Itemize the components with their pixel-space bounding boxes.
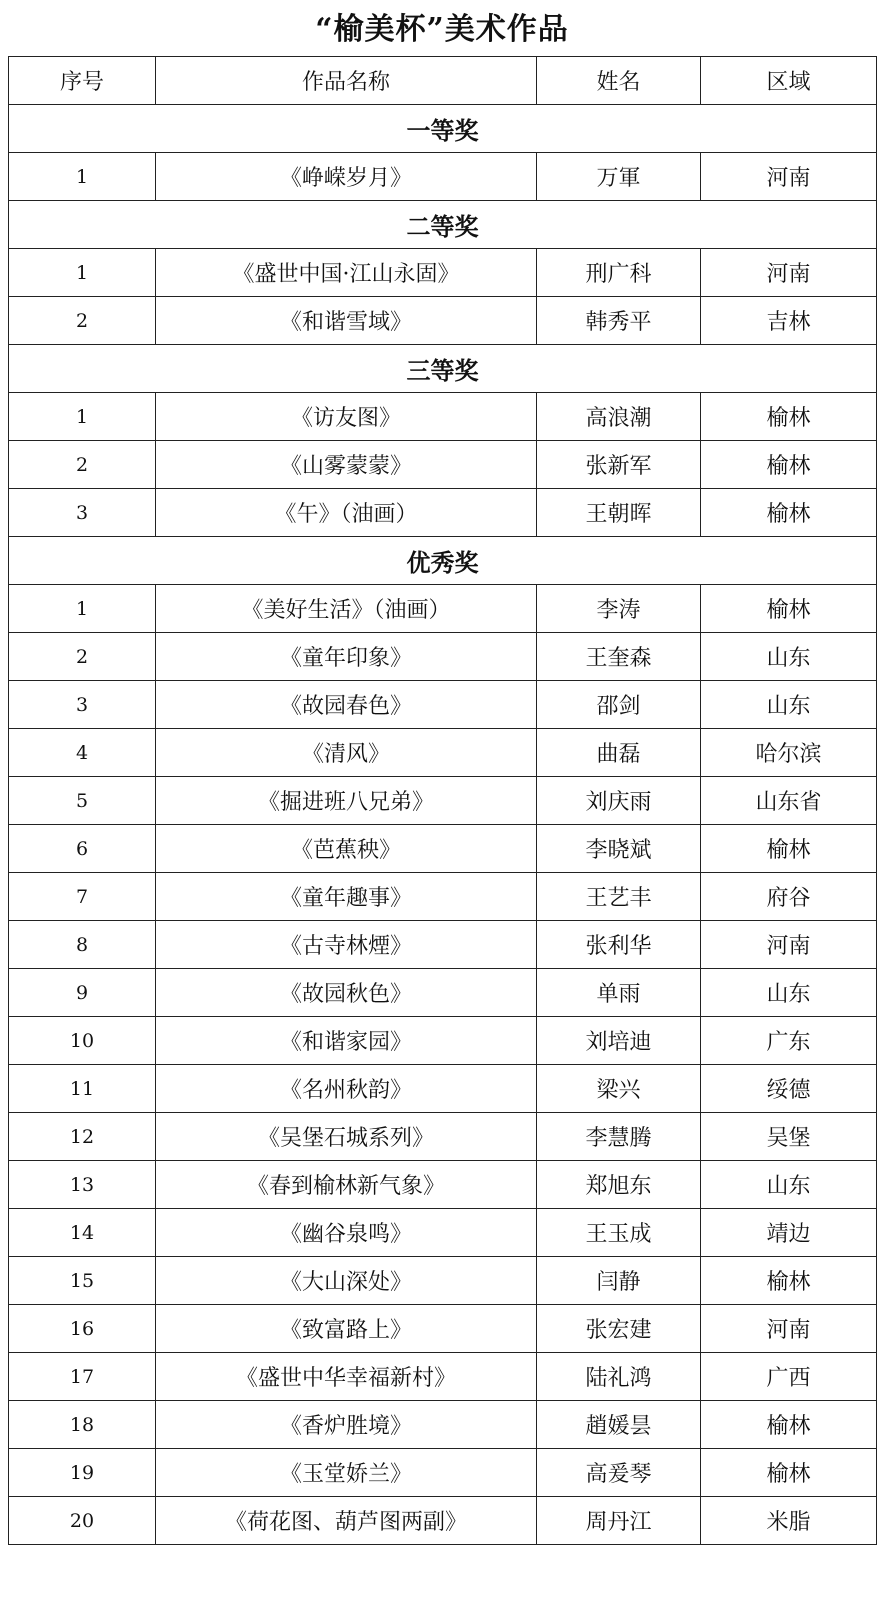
table-row (9, 1305, 877, 1353)
table-row (9, 1401, 877, 1449)
cell-index: 11 (9, 1065, 156, 1113)
cell-region: 哈尔滨 (701, 729, 877, 777)
cell-index: 2 (9, 633, 156, 681)
page-title: “榆美杯”美术作品 (315, 12, 569, 47)
cell-work-title: 《大山深处》 (156, 1257, 537, 1305)
cell-index: 16 (9, 1305, 156, 1353)
cell-artist-name: 李晓斌 (537, 825, 701, 873)
cell-index: 7 (9, 873, 156, 921)
cell-artist-name: 刘培迪 (537, 1017, 701, 1065)
cell-work-title: 《清风》 (156, 729, 537, 777)
table-row (9, 681, 877, 729)
cell-artist-name: 闫静 (537, 1257, 701, 1305)
cell-artist-name: 万軍 (537, 153, 701, 201)
cell-region: 绥德 (701, 1065, 877, 1113)
cell-region: 榆林 (701, 1257, 877, 1305)
cell-artist-name: 曲磊 (537, 729, 701, 777)
section-row (9, 345, 877, 393)
cell-region: 山东省 (701, 777, 877, 825)
cell-work-title: 《名州秋韵》 (156, 1065, 537, 1113)
cell-region: 山东 (701, 1161, 877, 1209)
cell-work-title: 《和谐家园》 (156, 1017, 537, 1065)
table-row (9, 489, 877, 537)
cell-work-title: 《童年印象》 (156, 633, 537, 681)
cell-artist-name: 梁兴 (537, 1065, 701, 1113)
table-row (9, 585, 877, 633)
cell-artist-name: 邵剑 (537, 681, 701, 729)
section-row (9, 201, 877, 249)
table-row (9, 1353, 877, 1401)
table-row (9, 825, 877, 873)
cell-index: 1 (9, 393, 156, 441)
section-row (9, 537, 877, 585)
cell-work-title: 《荷花图、葫芦图两副》 (156, 1497, 537, 1545)
cell-artist-name: 王玉成 (537, 1209, 701, 1257)
cell-region: 靖边 (701, 1209, 877, 1257)
cell-artist-name: 单雨 (537, 969, 701, 1017)
cell-artist-name: 王艺丰 (537, 873, 701, 921)
cell-work-title: 《故园秋色》 (156, 969, 537, 1017)
cell-region: 吴堡 (701, 1113, 877, 1161)
table-row (9, 297, 877, 345)
cell-artist-name: 王奎森 (537, 633, 701, 681)
cell-region: 河南 (701, 249, 877, 297)
table-row (9, 969, 877, 1017)
cell-region: 榆林 (701, 1449, 877, 1497)
cell-region: 广东 (701, 1017, 877, 1065)
header-region: 区域 (701, 57, 877, 105)
cell-index: 17 (9, 1353, 156, 1401)
cell-index: 1 (9, 153, 156, 201)
cell-region: 米脂 (701, 1497, 877, 1545)
cell-index: 15 (9, 1257, 156, 1305)
cell-work-title: 《幽谷泉鸣》 (156, 1209, 537, 1257)
table-row (9, 777, 877, 825)
table-row (9, 633, 877, 681)
cell-work-title: 《芭蕉秧》 (156, 825, 537, 873)
cell-index: 1 (9, 585, 156, 633)
cell-work-title: 《盛世中华幸福新村》 (156, 1353, 537, 1401)
cell-work-title: 《香炉胜境》 (156, 1401, 537, 1449)
cell-region: 吉林 (701, 297, 877, 345)
table-row (9, 1449, 877, 1497)
cell-index: 18 (9, 1401, 156, 1449)
cell-index: 20 (9, 1497, 156, 1545)
cell-artist-name: 陆礼鸿 (537, 1353, 701, 1401)
table-row (9, 1113, 877, 1161)
table-row (9, 441, 877, 489)
cell-work-title: 《午》（油画） (156, 489, 537, 537)
cell-work-title: 《童年趣事》 (156, 873, 537, 921)
cell-work-title: 《峥嵘岁月》 (156, 153, 537, 201)
cell-region: 河南 (701, 1305, 877, 1353)
cell-work-title: 《和谐雪域》 (156, 297, 537, 345)
cell-artist-name: 张新军 (537, 441, 701, 489)
cell-region: 山东 (701, 969, 877, 1017)
cell-index: 1 (9, 249, 156, 297)
table-row (9, 1497, 877, 1545)
table-row (9, 921, 877, 969)
table-row (9, 249, 877, 297)
table-row (9, 729, 877, 777)
cell-region: 河南 (701, 921, 877, 969)
table-row (9, 1065, 877, 1113)
cell-work-title: 《盛世中国·江山永固》 (156, 249, 537, 297)
cell-work-title: 《玉堂娇兰》 (156, 1449, 537, 1497)
cell-index: 3 (9, 489, 156, 537)
table-row (9, 1209, 877, 1257)
cell-region: 府谷 (701, 873, 877, 921)
cell-region: 榆林 (701, 441, 877, 489)
table-row (9, 873, 877, 921)
cell-region: 榆林 (701, 825, 877, 873)
cell-work-title: 《美好生活》（油画） (156, 585, 537, 633)
cell-region: 山东 (701, 633, 877, 681)
cell-artist-name: 郑旭东 (537, 1161, 701, 1209)
cell-artist-name: 周丹江 (537, 1497, 701, 1545)
section-title: 一等奖 (9, 105, 877, 153)
section-title: 二等奖 (9, 201, 877, 249)
cell-work-title: 《古寺林煙》 (156, 921, 537, 969)
cell-artist-name: 刘庆雨 (537, 777, 701, 825)
cell-work-title: 《吴堡石城系列》 (156, 1113, 537, 1161)
awards-table (8, 56, 877, 1545)
section-title: 优秀奖 (9, 537, 877, 585)
cell-work-title: 《访友图》 (156, 393, 537, 441)
table-row (9, 1257, 877, 1305)
cell-region: 河南 (701, 153, 877, 201)
cell-work-title: 《故园春色》 (156, 681, 537, 729)
cell-index: 19 (9, 1449, 156, 1497)
cell-artist-name: 高浪潮 (537, 393, 701, 441)
cell-index: 14 (9, 1209, 156, 1257)
header-index: 序号 (9, 57, 156, 105)
cell-artist-name: 刑广科 (537, 249, 701, 297)
cell-index: 12 (9, 1113, 156, 1161)
cell-artist-name: 高爰琴 (537, 1449, 701, 1497)
table-row (9, 153, 877, 201)
cell-region: 榆林 (701, 585, 877, 633)
cell-artist-name: 张宏建 (537, 1305, 701, 1353)
cell-region: 广西 (701, 1353, 877, 1401)
section-row (9, 105, 877, 153)
cell-region: 榆林 (701, 393, 877, 441)
cell-artist-name: 王朝晖 (537, 489, 701, 537)
cell-index: 2 (9, 441, 156, 489)
cell-work-title: 《掘进班八兄弟》 (156, 777, 537, 825)
cell-artist-name: 趙媛昙 (537, 1401, 701, 1449)
cell-work-title: 《致富路上》 (156, 1305, 537, 1353)
header-row (9, 57, 877, 105)
cell-region: 山东 (701, 681, 877, 729)
cell-index: 3 (9, 681, 156, 729)
cell-index: 5 (9, 777, 156, 825)
cell-artist-name: 韩秀平 (537, 297, 701, 345)
cell-index: 4 (9, 729, 156, 777)
cell-region: 榆林 (701, 1401, 877, 1449)
cell-artist-name: 李慧腾 (537, 1113, 701, 1161)
cell-index: 9 (9, 969, 156, 1017)
cell-artist-name: 张利华 (537, 921, 701, 969)
table-row (9, 1017, 877, 1065)
table-row (9, 1161, 877, 1209)
cell-artist-name: 李涛 (537, 585, 701, 633)
header-work-title: 作品名称 (156, 57, 537, 105)
cell-region: 榆林 (701, 489, 877, 537)
table-row (9, 393, 877, 441)
cell-index: 2 (9, 297, 156, 345)
header-artist-name: 姓名 (537, 57, 701, 105)
cell-index: 10 (9, 1017, 156, 1065)
section-title: 三等奖 (9, 345, 877, 393)
cell-index: 6 (9, 825, 156, 873)
cell-work-title: 《山雾蒙蒙》 (156, 441, 537, 489)
cell-index: 8 (9, 921, 156, 969)
cell-index: 13 (9, 1161, 156, 1209)
cell-work-title: 《春到榆林新气象》 (156, 1161, 537, 1209)
